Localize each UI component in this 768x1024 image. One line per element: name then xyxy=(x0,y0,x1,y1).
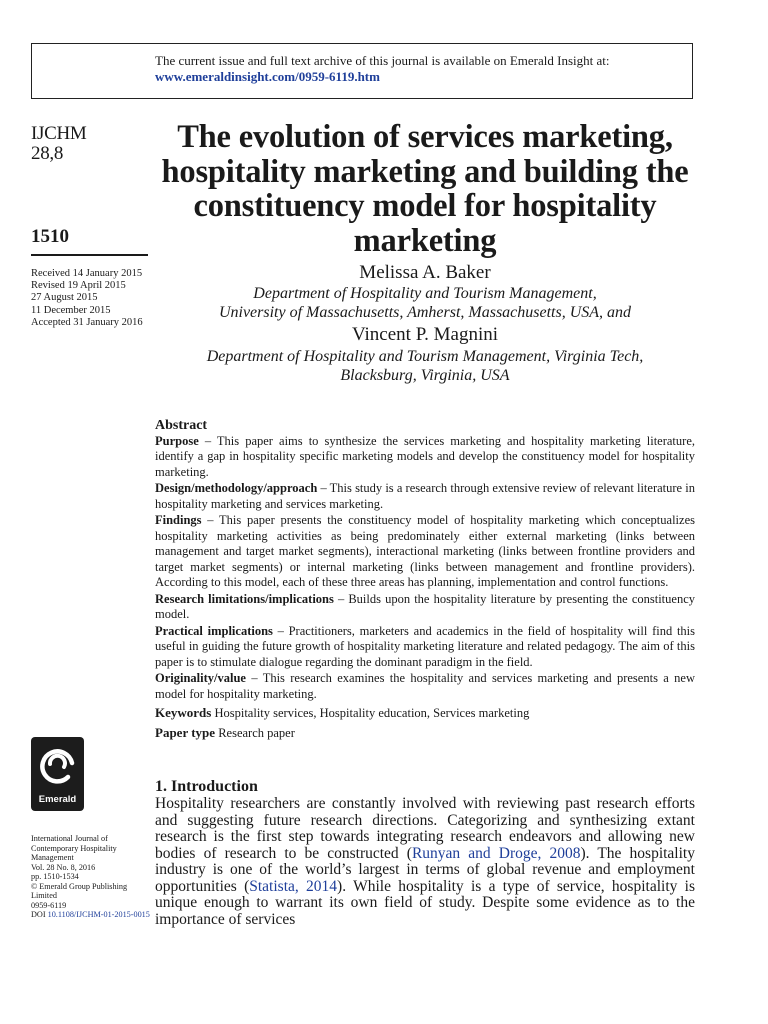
intro-text: ). The hospitality industry is one of the world’s largest in terms of global revenue and employment opportunities ( xyxy=(155,844,695,895)
author-affiliation: University of Massachusetts, Amherst, Massachusetts, USA, and xyxy=(218,304,632,321)
journal-info xyxy=(31,834,151,920)
design-text: – This study is a research through extensive review of relevant literature in hospitality marketing and services marketing. xyxy=(155,481,695,511)
journal-pages: pp. 1510-1534 xyxy=(31,872,79,881)
originality-label: Originality/value xyxy=(155,671,246,685)
copyright: © Emerald Group Publishing Limited xyxy=(31,881,128,900)
logo-text: Emerald xyxy=(38,794,77,805)
papertype-label: Paper type xyxy=(155,724,216,740)
citation-link[interactable]: Runyan and Droge, 2008 xyxy=(411,844,581,862)
citation-link[interactable]: Statista, 2014 xyxy=(249,877,338,895)
author-name: Melissa A. Baker xyxy=(359,262,491,283)
abstract-findings xyxy=(155,513,695,591)
date-line: Accepted 31 January 2016 xyxy=(31,316,143,328)
abstract-heading: Abstract xyxy=(155,418,208,433)
practical-label: Practical implications xyxy=(155,623,273,638)
abstract-originality xyxy=(155,671,695,702)
author-affiliation: Department of Hospitality and Tourism Management, Virginia Tech, xyxy=(206,348,644,365)
doi-line xyxy=(31,910,151,920)
date-line: Revised 19 April 2015 xyxy=(31,280,126,292)
doi-label: DOI xyxy=(31,910,46,919)
abstract-practical xyxy=(155,624,695,671)
date-line: Received 14 January 2015 xyxy=(31,268,143,279)
journal-name: Contemporary Hospitality xyxy=(31,843,117,853)
findings-label: Findings xyxy=(155,513,202,527)
page-number-rule xyxy=(31,254,148,256)
introduction-section xyxy=(155,778,695,928)
volume-issue: 28,8 xyxy=(31,143,64,164)
author-name: Vincent P. Magnini xyxy=(351,324,499,345)
limitations-label: Research limitations/implications xyxy=(155,591,334,606)
originality-text: – This research examines the hospitality and services marketing and presents a new model for hospitality marketing. xyxy=(155,671,695,701)
date-line: 27 August 2015 xyxy=(31,292,98,304)
abstract-paper-type xyxy=(155,725,695,742)
journal-volume: Vol. 28 No. 8, 2016 xyxy=(31,862,96,872)
keywords-text: Hospitality services, Hospitality education, Services marketing xyxy=(211,706,530,720)
papertype-text: Research paper xyxy=(215,725,295,740)
page-number: 1510 xyxy=(31,226,69,247)
design-label: Design/methodology/approach xyxy=(155,481,318,495)
purpose-label: Purpose xyxy=(155,433,199,448)
intro-text: Hospitality researchers are constantly involved with reviewing past research efforts and suggesting future research directions. Categorizing and synthesizing extant research is the first step towards integrating research endeavors and allowing new bodies of research to be constructed ( xyxy=(155,795,695,862)
abstract-section xyxy=(155,418,695,742)
article-dates xyxy=(31,268,161,329)
issn: 0959-6119 xyxy=(31,900,67,910)
journal-name: Management xyxy=(31,853,74,862)
keywords-label: Keywords xyxy=(155,705,212,720)
journal-name: International Journal of xyxy=(31,834,108,843)
intro-heading: 1. Introduction xyxy=(155,778,258,795)
journal-archive-notice xyxy=(31,43,693,99)
date-line: 11 December 2015 xyxy=(31,304,111,316)
abstract-limitations xyxy=(155,592,695,623)
abstract-purpose xyxy=(155,434,695,481)
findings-text: – This paper presents the constituency model of hospitality marketing which conceptualizes hospitality marketing activities as being predominately either external marketing (links between management and target market segments), interactional marketing (links between frontline providers and target market segments) or internal marketing (links between management and frontline providers). According to this model, each of these three areas has planning, implementation and control functions. xyxy=(155,513,695,589)
limitations-text: – Builds upon the hospitality literature by presenting the constituency model. xyxy=(155,591,696,621)
article-title: The evolution of services marketing, hospitality marketing and building the constituency model for hospitality marketing xyxy=(161,119,689,259)
abstract-keywords xyxy=(155,705,695,722)
purpose-text: – This paper aims to synthesize the services marketing and hospitality marketing literature, identify a gap in hospitality specific marketing models and develop the constituency model for hospitality marketing. xyxy=(155,433,695,479)
emerald-e-icon xyxy=(37,743,78,789)
journal-abbrev: IJCHM xyxy=(31,123,87,144)
author-affiliation: Department of Hospitality and Tourism Management, xyxy=(253,285,597,302)
abstract-design xyxy=(155,481,695,512)
archive-note: The current issue and full text archive of this journal is available on Emerald Insight at: xyxy=(155,53,610,68)
emerald-logo xyxy=(31,737,84,811)
archive-url-link[interactable]: www.emeraldinsight.com/0959-6119.htm xyxy=(155,69,380,84)
doi-link[interactable]: 10.1108/IJCHM-01-2015-0015 xyxy=(47,910,150,919)
author-affiliation: Blacksburg, Virginia, USA xyxy=(340,367,510,384)
intro-paragraph xyxy=(155,796,695,928)
journal-code xyxy=(31,124,87,164)
practical-text: – Practitioners, marketers and academics in the field of hospitality will find this useful in guiding the future growth of hospitality marketing literature and related pedagogy. The aim of this paper is to stimulate dialogue regarding the dominant paradigm in the field. xyxy=(155,623,695,669)
intro-text: ). While hospitality is a type of service, hospitality is unique enough to warrant its own field of study. Despite some evidence as to the importance of services xyxy=(155,877,695,928)
